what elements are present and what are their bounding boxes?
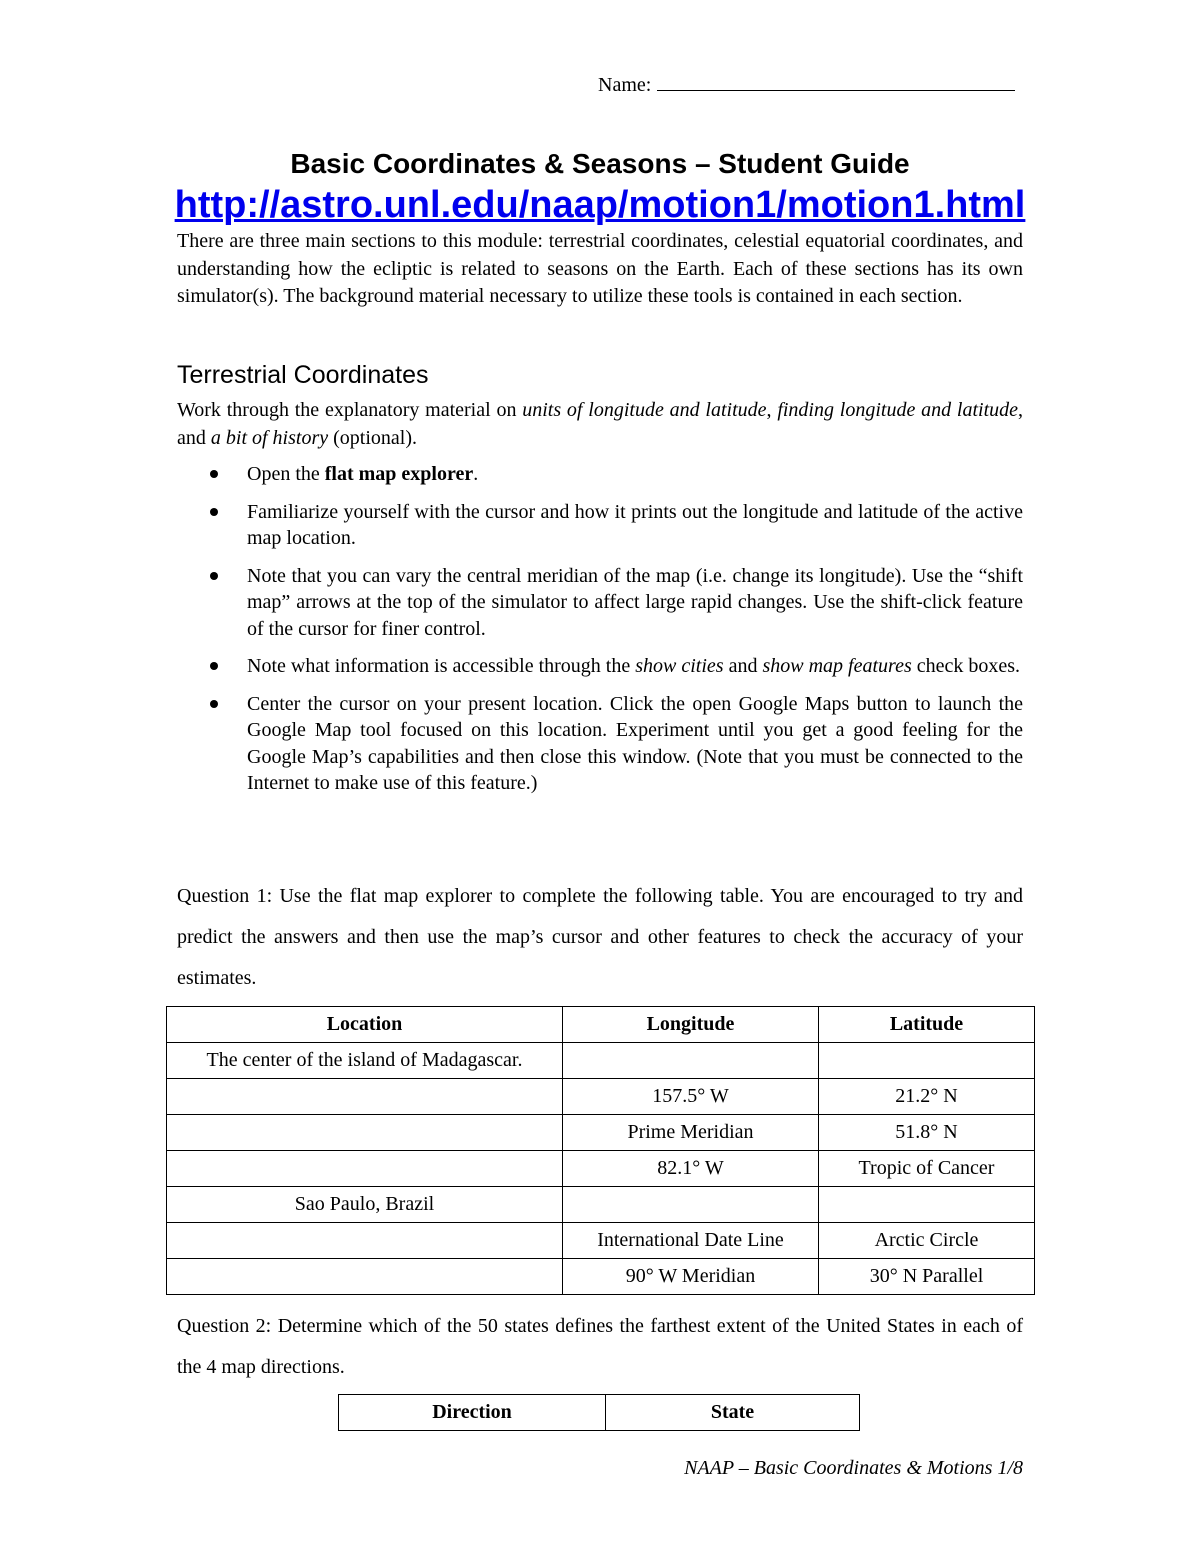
bullet-icon [210, 572, 218, 580]
table-row [167, 1187, 1035, 1223]
column-header: Longitude [563, 1007, 819, 1043]
list-item [177, 653, 1023, 680]
section-sep1: , [766, 399, 778, 421]
document-title: Basic Coordinates & Seasons – Student Guide [290, 148, 910, 179]
table-row [167, 1115, 1035, 1151]
question-2: Question 2: Determine which of the 50 states defines the farthest extent of the United States in each of the 4 map directions. [177, 1315, 1023, 1378]
table-header-row [167, 1007, 1035, 1043]
intro-paragraph: There are three main sections to this module: terrestrial coordinates, celestial equatorial coordinates, and understanding how the ecliptic is related to seasons on the Earth. Each of these sections has its own simulator(s). The background material necessary to utilize these tools is contained in each section. [177, 230, 1023, 307]
bullet4-mid: and [723, 655, 763, 677]
show-map-features-term: show map features [762, 655, 912, 677]
column-header: Latitude [819, 1007, 1035, 1043]
table-cell[interactable] [563, 1187, 819, 1223]
table-cell[interactable] [563, 1043, 819, 1079]
bullet5-text: Center the cursor on your present location. Click the open Google Maps button to launch the Google Map tool focused on this location. Experiment until you get a good feeling for the Google Map’s capabilities and then close this window. (Note that you must be connected to the Internet to make use of this feature.) [247, 692, 1023, 794]
list-item [177, 461, 1023, 488]
table-cell[interactable]: 90° W Meridian [563, 1259, 819, 1295]
section-paragraph [177, 397, 1023, 452]
list-item [177, 499, 1023, 552]
table-cell[interactable] [167, 1079, 563, 1115]
history-link[interactable]: a bit of history [210, 426, 329, 449]
column-header: Direction [339, 1395, 606, 1431]
bullet-icon [210, 662, 218, 670]
list-item [177, 563, 1023, 643]
name-blank-line[interactable] [657, 72, 1015, 91]
section-text-end: (optional). [328, 426, 417, 449]
table-cell[interactable] [167, 1259, 563, 1295]
section-text-start: Work through the explanatory material on [177, 399, 523, 421]
name-field [598, 72, 1015, 97]
table-cell[interactable]: 82.1° W [563, 1151, 819, 1187]
module-url-link[interactable]: http://astro.unl.edu/naap/motion1/motion1.html [174, 184, 1026, 226]
table-cell[interactable] [167, 1151, 563, 1187]
table-cell[interactable]: 30° N Parallel [819, 1259, 1035, 1295]
table-cell[interactable]: Tropic of Cancer [819, 1151, 1035, 1187]
direction-table [338, 1394, 860, 1431]
finding-link[interactable]: finding longitude and latitude [777, 399, 1018, 421]
bullet1-text: Open the [247, 463, 325, 485]
table-cell[interactable]: Prime Meridian [563, 1115, 819, 1151]
bullet-icon [210, 508, 218, 516]
question-1: Question 1: Use the flat map explorer to complete the following table. You are encouraged to try and predict the answers and then use the map’s cursor and other features to check the accuracy of your estimates. [177, 885, 1023, 989]
name-label: Name: [598, 74, 652, 96]
table-row [167, 1079, 1035, 1115]
table-cell[interactable]: 21.2° N [819, 1079, 1035, 1115]
table-row [167, 1043, 1035, 1079]
bullet-icon [210, 700, 218, 708]
table-header-row [339, 1395, 860, 1431]
table-cell[interactable] [819, 1187, 1035, 1223]
section-heading: Terrestrial Coordinates [177, 361, 429, 389]
instruction-list [177, 461, 1023, 808]
bullet4-text: Note what information is accessible through the [247, 655, 636, 677]
table-cell[interactable]: International Date Line [563, 1223, 819, 1259]
bullet3-text: Note that you can vary the central meridian of the map (i.e. change its longitude). Use the “shift map” arrows at the top of the simulator to affect large rapid changes. Use the shift-click feature of the cursor for finer control. [247, 564, 1023, 640]
flat-map-explorer-link[interactable]: flat map explorer [324, 463, 474, 485]
bullet-icon [210, 470, 218, 478]
page-footer: NAAP – Basic Coordinates & Motions 1/8 [684, 1457, 1023, 1479]
table-row [167, 1259, 1035, 1295]
bullet2-text: Familiarize yourself with the cursor and how it prints out the longitude and latitude of the active map location. [247, 500, 1023, 549]
table-cell[interactable] [167, 1223, 563, 1259]
table-cell[interactable]: 51.8° N [819, 1115, 1035, 1151]
column-header: Location [167, 1007, 563, 1043]
column-header: State [606, 1395, 860, 1431]
table-cell[interactable]: 157.5° W [563, 1079, 819, 1115]
bullet4-end: check boxes. [911, 655, 1021, 677]
coordinates-table [166, 1006, 1035, 1295]
show-cities-term: show cities [635, 655, 724, 677]
list-item [177, 691, 1023, 797]
table-cell[interactable] [819, 1043, 1035, 1079]
table-row [167, 1151, 1035, 1187]
table-cell[interactable] [167, 1115, 563, 1151]
table-cell[interactable]: Sao Paulo, Brazil [167, 1187, 563, 1223]
table-cell[interactable]: Arctic Circle [819, 1223, 1035, 1259]
table-cell[interactable]: The center of the island of Madagascar. [167, 1043, 563, 1079]
table-row [167, 1223, 1035, 1259]
bullet1-end: . [473, 463, 479, 485]
units-link[interactable]: units of longitude and latitude [522, 399, 767, 421]
section-sep2: , and [177, 399, 1023, 449]
